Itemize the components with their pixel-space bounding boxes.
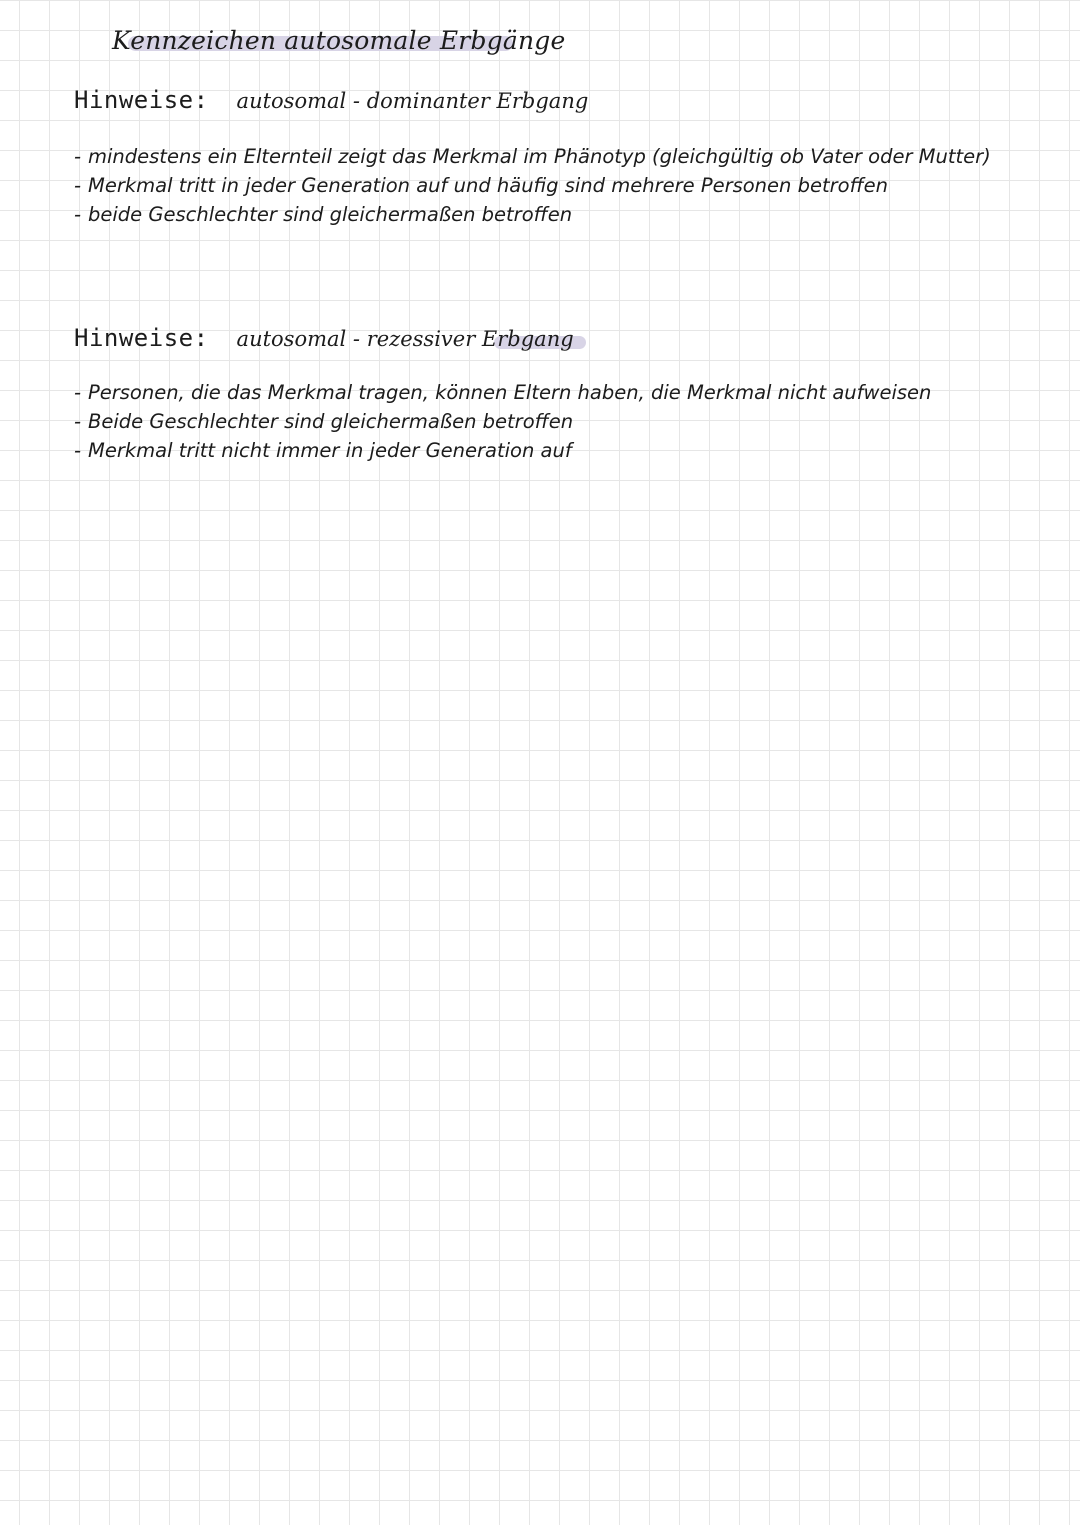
bullet-marker: - [74, 381, 82, 404]
list-item [74, 200, 1034, 229]
list-item-text: Merkmal tritt in jeder Generation auf und häufig sind mehrere Personen betroffen [88, 174, 888, 197]
list-item-text: Personen, die das Merkmal tragen, können Eltern haben, die Merkmal nicht aufweisen [88, 381, 932, 404]
list-item [74, 436, 1034, 465]
section-label: Hinweise: [74, 86, 209, 114]
list-item [74, 142, 1034, 171]
bullet-marker: - [74, 145, 82, 168]
list-item [74, 407, 1034, 436]
list-item-text: mindestens ein Elternteil zeigt das Merkmal im Phänotyp (gleichgültig ob Vater oder Mutter) [88, 145, 991, 168]
section-label: Hinweise: [74, 324, 209, 352]
list-item-text: beide Geschlechter sind gleichermaßen betroffen [88, 203, 573, 226]
page-title: Kennzeichen autosomale Erbgänge [112, 26, 566, 55]
bullet-marker: - [74, 174, 82, 197]
section-dominant [74, 86, 1034, 229]
list-item-text: Beide Geschlechter sind gleichermaßen betroffen [88, 410, 574, 433]
list-item-text: Merkmal tritt nicht immer in jeder Generation auf [88, 439, 572, 462]
section-recessive [74, 324, 1034, 465]
section-subtitle: autosomal - dominanter Erbgang [236, 89, 589, 113]
bullet-marker: - [74, 410, 82, 433]
bullet-list [74, 378, 1034, 465]
list-item [74, 378, 1034, 407]
bullet-marker: - [74, 203, 82, 226]
list-item [74, 171, 1034, 200]
bullet-list [74, 142, 1034, 229]
section-subtitle: autosomal - rezessiver Erbgang [236, 327, 574, 351]
title-container [112, 26, 565, 55]
section-heading [74, 86, 1034, 114]
section-heading [74, 324, 1034, 352]
bullet-marker: - [74, 439, 82, 462]
